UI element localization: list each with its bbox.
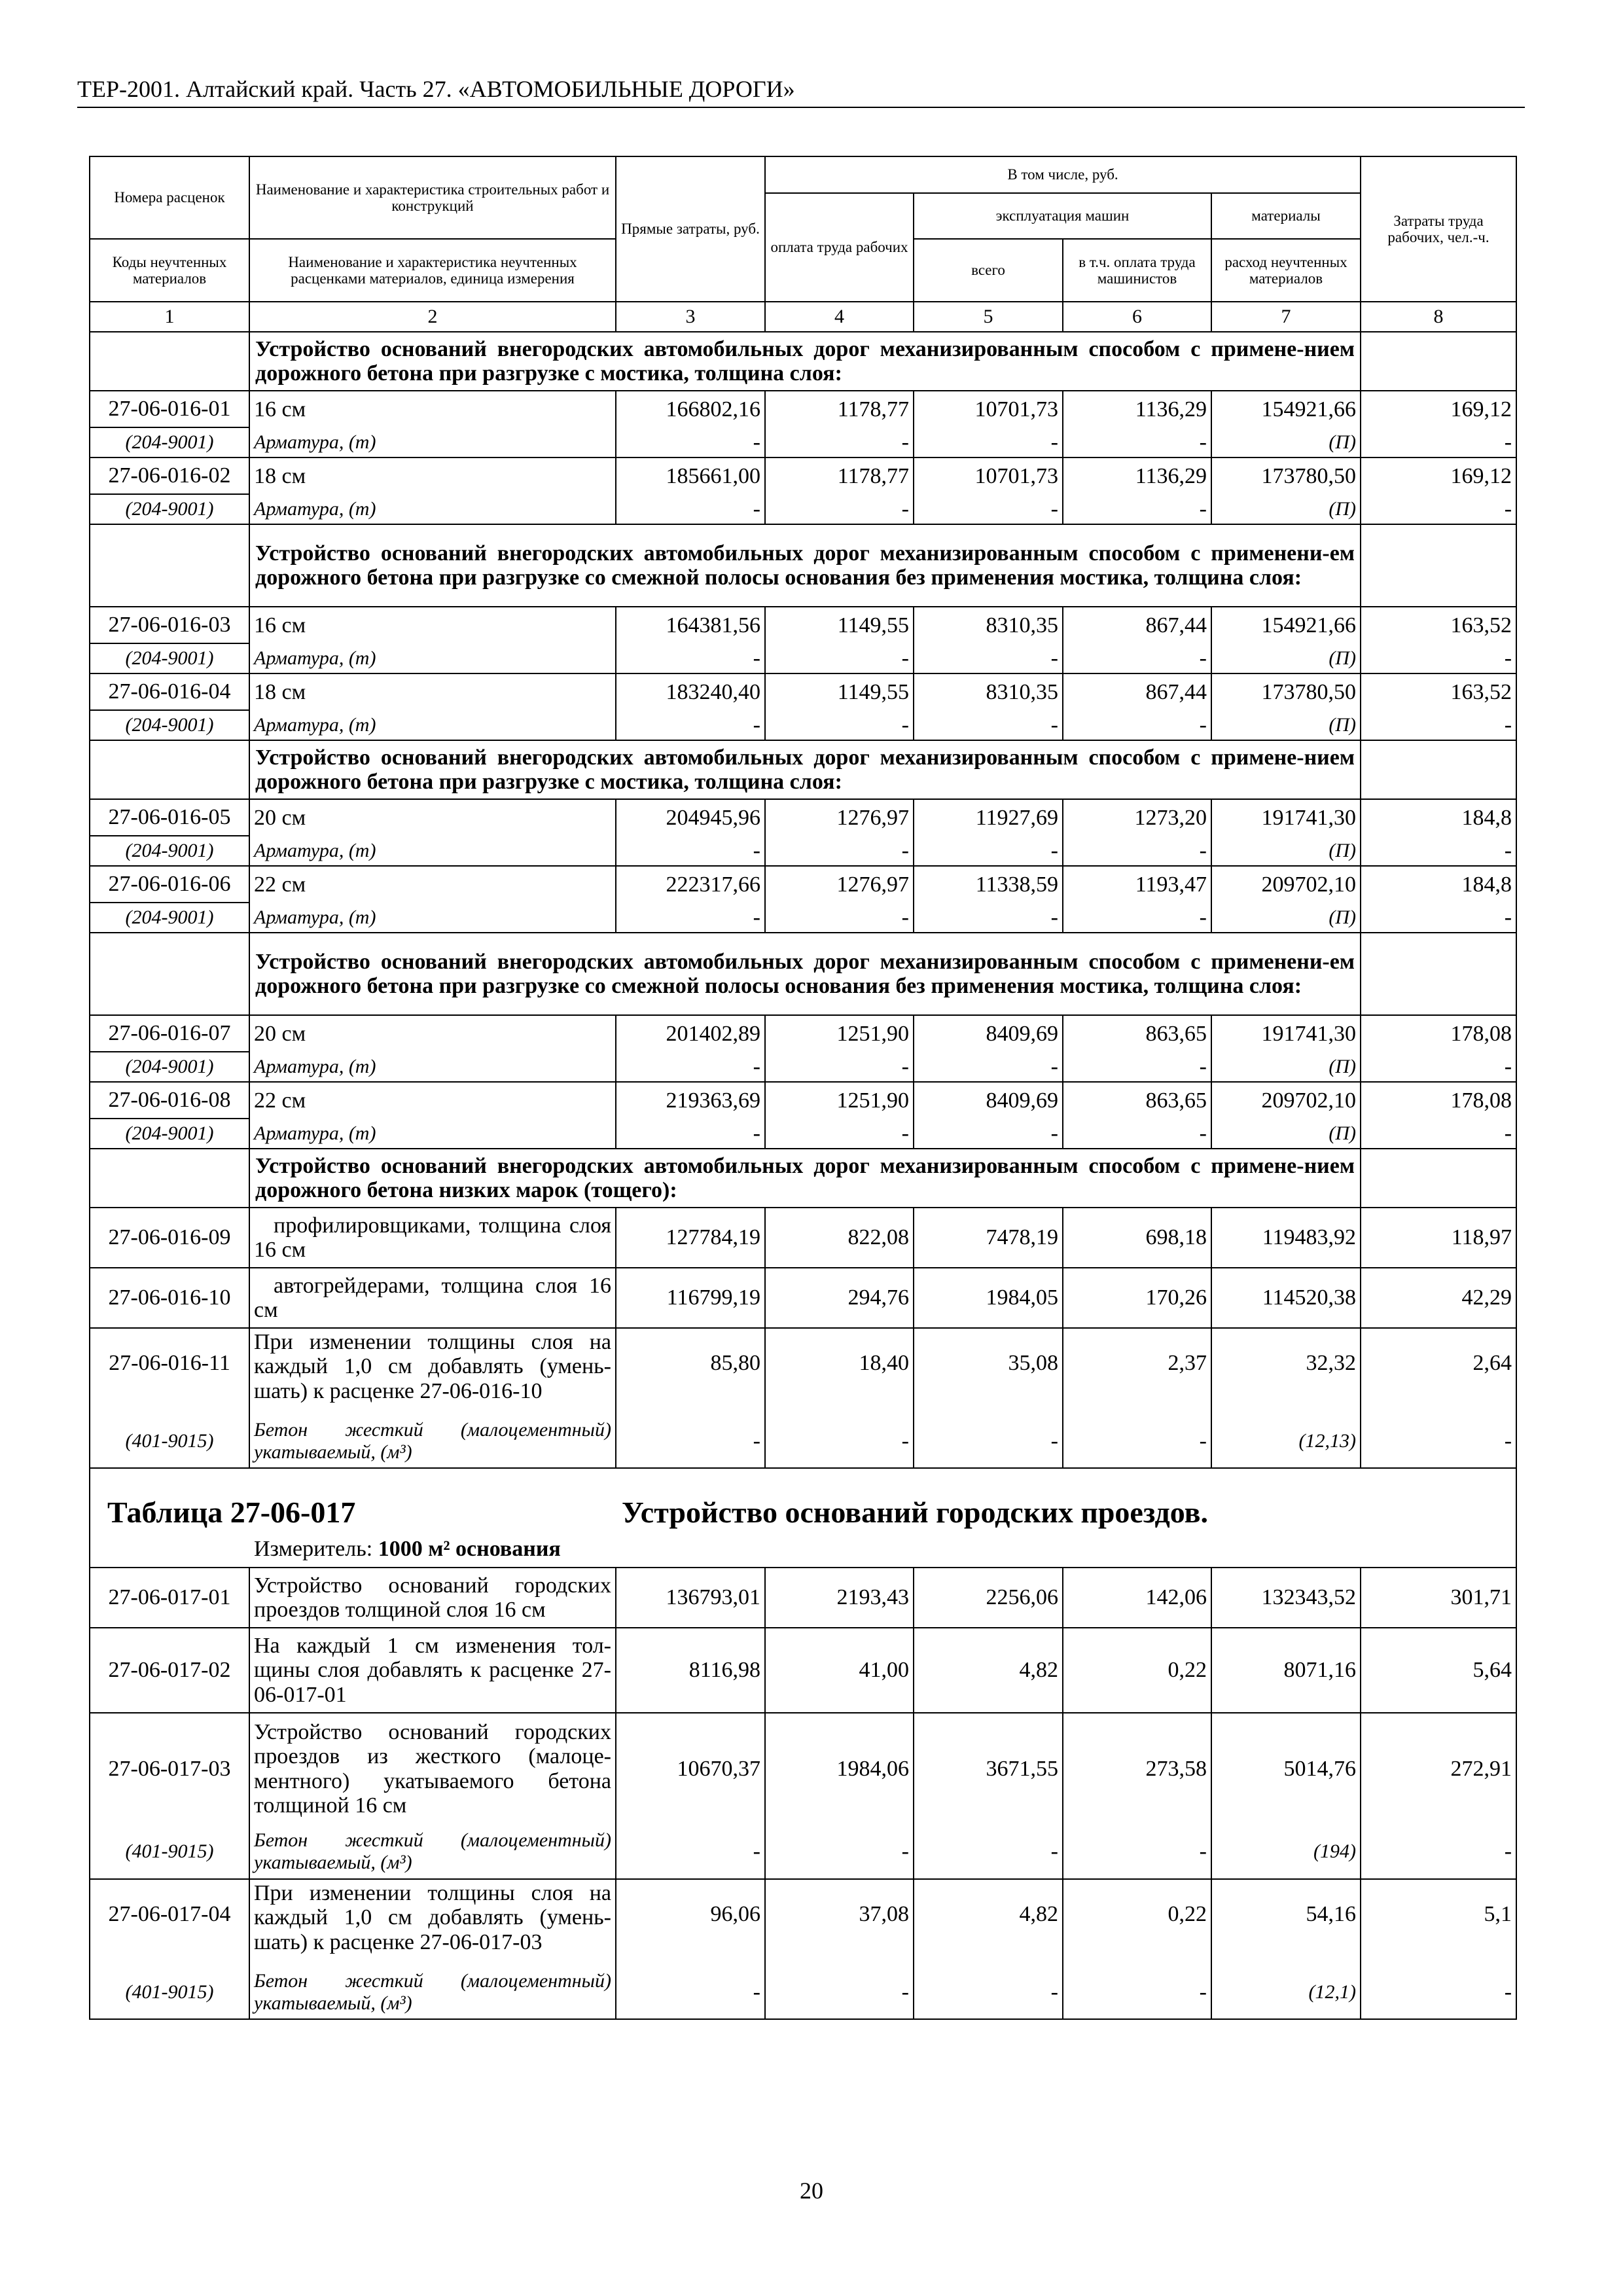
rate-name: профилировщиками, толщина слоя 16 см <box>249 1208 616 1268</box>
direct-costs: 201402,89 <box>616 1015 765 1052</box>
col-index: 6 <box>1063 302 1211 332</box>
materials: 154921,66 <box>1211 391 1361 427</box>
col-header-labor-hours: Затраты труда рабочих, чел.-ч. <box>1361 156 1516 302</box>
materials: 154921,66 <box>1211 607 1361 643</box>
direct-costs: 204945,96 <box>616 799 765 836</box>
material-value: - <box>1063 1824 1211 1879</box>
labor-hours: 178,08 <box>1361 1082 1516 1119</box>
section-spacer <box>1361 740 1516 799</box>
table-row <box>90 1082 1516 1119</box>
labor-hours: 5,64 <box>1361 1628 1516 1713</box>
material-value: - <box>765 494 914 524</box>
material-row <box>90 1414 1516 1468</box>
section-spacer <box>90 1149 249 1208</box>
section-title: Устройство оснований внегородских автомобильных дорог механизированным способом с применени-ем дорожного бетона при разгрузке со смежной полосы основания без применения мостика, толщина слоя: <box>249 524 1361 607</box>
operator-pay: 1136,29 <box>1063 457 1211 494</box>
machines-total: 35,08 <box>914 1328 1063 1414</box>
materials: 5014,76 <box>1211 1713 1361 1824</box>
labor-hours: 184,8 <box>1361 866 1516 903</box>
section-spacer <box>90 933 249 1015</box>
worker-pay: 1276,97 <box>765 866 914 903</box>
materials: 191741,30 <box>1211 799 1361 836</box>
rate-code: 27-06-016-06 <box>90 866 249 903</box>
machines-total: 8409,69 <box>914 1082 1063 1119</box>
worker-pay: 1251,90 <box>765 1082 914 1119</box>
materials: 54,16 <box>1211 1879 1361 1965</box>
direct-costs: 8116,98 <box>616 1628 765 1713</box>
material-row <box>90 710 1516 740</box>
material-value: - <box>1063 1119 1211 1149</box>
operator-pay: 170,26 <box>1063 1268 1211 1328</box>
material-value: - <box>616 643 765 673</box>
material-value: - <box>616 710 765 740</box>
worker-pay: 1178,77 <box>765 391 914 427</box>
labor-hours: 2,64 <box>1361 1328 1516 1414</box>
material-value: - <box>914 1824 1063 1879</box>
rate-name: 16 см <box>249 391 616 427</box>
material-value: (П) <box>1211 1052 1361 1082</box>
worker-pay: 1178,77 <box>765 457 914 494</box>
direct-costs: 85,80 <box>616 1328 765 1414</box>
operator-pay: 1273,20 <box>1063 799 1211 836</box>
rate-code: 27-06-016-04 <box>90 673 249 710</box>
material-value: - <box>616 1824 765 1879</box>
material-code: (204-9001) <box>90 1119 249 1149</box>
materials: 132343,52 <box>1211 1568 1361 1628</box>
material-row <box>90 643 1516 673</box>
material-value: - <box>1063 836 1211 866</box>
material-value: - <box>616 1965 765 2019</box>
rate-code: 27-06-016-01 <box>90 391 249 427</box>
section-spacer <box>1361 524 1516 607</box>
material-value: - <box>1361 1052 1516 1082</box>
material-value: - <box>1361 427 1516 457</box>
col-header-including: В том числе, руб. <box>765 156 1361 193</box>
material-code: (204-9001) <box>90 903 249 933</box>
labor-hours: 42,29 <box>1361 1268 1516 1328</box>
material-value: - <box>616 836 765 866</box>
rate-code: 27-06-016-08 <box>90 1082 249 1119</box>
material-value: - <box>765 1052 914 1082</box>
material-value: (П) <box>1211 836 1361 866</box>
table-number: Таблица 27-06-017 <box>107 1496 356 1529</box>
direct-costs: 10670,37 <box>616 1713 765 1824</box>
material-value: (П) <box>1211 1119 1361 1149</box>
labor-hours: 5,1 <box>1361 1879 1516 1965</box>
material-value: - <box>1361 494 1516 524</box>
col-header-work-name: Наименование и характеристика строительных работ и конструкций <box>249 156 616 239</box>
material-value: - <box>914 494 1063 524</box>
material-value: (194) <box>1211 1824 1361 1879</box>
page-number: 20 <box>800 2178 823 2204</box>
rate-name: При изменении толщины слоя на каждый 1,0 см добавлять (умень-шать) к расценке 27-06-017-03 <box>249 1879 616 1965</box>
rate-code: 27-06-016-07 <box>90 1015 249 1052</box>
rate-name: 18 см <box>249 457 616 494</box>
rate-name: На каждый 1 см изменения тол-щины слоя добавлять к расценке 27-06-017-01 <box>249 1628 616 1713</box>
table-row <box>90 1268 1516 1328</box>
worker-pay: 18,40 <box>765 1328 914 1414</box>
materials: 119483,92 <box>1211 1208 1361 1268</box>
material-value: (П) <box>1211 427 1361 457</box>
machines-total: 11338,59 <box>914 866 1063 903</box>
material-name: Арматура, (т) <box>249 710 616 740</box>
section-spacer <box>90 740 249 799</box>
col-header-rate-number: Номера расценок <box>90 156 249 239</box>
unit-line <box>254 1537 561 1562</box>
material-code: (401-9015) <box>90 1824 249 1879</box>
labor-hours: 169,12 <box>1361 391 1516 427</box>
rate-name: 22 см <box>249 1082 616 1119</box>
direct-costs: 185661,00 <box>616 457 765 494</box>
operator-pay: 273,58 <box>1063 1713 1211 1824</box>
machines-total: 11927,69 <box>914 799 1063 836</box>
material-row <box>90 1119 1516 1149</box>
operator-pay: 863,65 <box>1063 1015 1211 1052</box>
section-title: Устройство оснований внегородских автомобильных дорог механизированным способом с применени-ем дорожного бетона при разгрузке со смежной полосы основания без применения мостика, толщина слоя: <box>249 933 1361 1015</box>
material-value: - <box>914 643 1063 673</box>
col-index: 5 <box>914 302 1063 332</box>
table-row <box>90 1628 1516 1713</box>
operator-pay: 0,22 <box>1063 1879 1211 1965</box>
rate-name: 16 см <box>249 607 616 643</box>
material-value: - <box>765 1414 914 1468</box>
material-value: - <box>1063 1414 1211 1468</box>
material-code: (401-9015) <box>90 1414 249 1468</box>
operator-pay: 1193,47 <box>1063 866 1211 903</box>
worker-pay: 2193,43 <box>765 1568 914 1628</box>
materials: 209702,10 <box>1211 1082 1361 1119</box>
materials: 209702,10 <box>1211 866 1361 903</box>
section-title: Устройство оснований внегородских автомобильных дорог механизированным способом с примене-нием дорожного бетона при разгрузке с мостика, толщина слоя: <box>249 740 1361 799</box>
material-value: - <box>1063 1965 1211 2019</box>
price-table <box>89 156 1517 2020</box>
col-header-machines-total: всего <box>914 239 1063 302</box>
col-header-direct-costs: Прямые затраты, руб. <box>616 156 765 302</box>
worker-pay: 822,08 <box>765 1208 914 1268</box>
direct-costs: 116799,19 <box>616 1268 765 1328</box>
section-spacer <box>1361 332 1516 391</box>
material-value: - <box>616 494 765 524</box>
operator-pay: 863,65 <box>1063 1082 1211 1119</box>
section-spacer <box>1361 1149 1516 1208</box>
operator-pay: 0,22 <box>1063 1628 1211 1713</box>
labor-hours: 184,8 <box>1361 799 1516 836</box>
col-header-worker-pay: оплата труда рабочих <box>765 193 914 302</box>
worker-pay: 1276,97 <box>765 799 914 836</box>
material-row <box>90 1052 1516 1082</box>
col-index: 8 <box>1361 302 1516 332</box>
machines-total: 8310,35 <box>914 607 1063 643</box>
material-name: Бетон жесткий (малоцементный) укатываемый, (м³) <box>249 1414 616 1468</box>
unit-value: 1000 м² основания <box>378 1537 561 1561</box>
col-header-materials: материалы <box>1211 193 1361 239</box>
col-header-machines: эксплуатация машин <box>914 193 1211 239</box>
material-name: Арматура, (т) <box>249 1052 616 1082</box>
material-value: - <box>1361 710 1516 740</box>
material-value: - <box>914 710 1063 740</box>
materials: 173780,50 <box>1211 673 1361 710</box>
col-header-material-consumption: расход неучтенных материалов <box>1211 239 1361 302</box>
table-name: Устройство оснований городских проездов. <box>622 1496 1208 1529</box>
section-title: Устройство оснований внегородских автомобильных дорог механизированным способом с примене-нием дорожного бетона при разгрузке с мостика, толщина слоя: <box>249 332 1361 391</box>
rate-code: 27-06-017-02 <box>90 1628 249 1713</box>
material-value: - <box>1361 1824 1516 1879</box>
material-value: - <box>914 1414 1063 1468</box>
material-value: - <box>616 1119 765 1149</box>
material-name: Бетон жесткий (малоцементный) укатываемый, (м³) <box>249 1965 616 2019</box>
rate-code: 27-06-016-05 <box>90 799 249 836</box>
table-row <box>90 607 1516 643</box>
material-code: (204-9001) <box>90 643 249 673</box>
material-value: - <box>616 1414 765 1468</box>
machines-total: 8409,69 <box>914 1015 1063 1052</box>
rate-code: 27-06-016-09 <box>90 1208 249 1268</box>
material-value: - <box>1361 643 1516 673</box>
material-value: (П) <box>1211 903 1361 933</box>
rate-name: При изменении толщины слоя на каждый 1,0 см добавлять (умень-шать) к расценке 27-06-016-10 <box>249 1328 616 1414</box>
machines-total: 4,82 <box>914 1879 1063 1965</box>
labor-hours: 163,52 <box>1361 673 1516 710</box>
material-value: - <box>1361 903 1516 933</box>
material-value: (П) <box>1211 494 1361 524</box>
labor-hours: 272,91 <box>1361 1713 1516 1824</box>
rate-code: 27-06-017-01 <box>90 1568 249 1628</box>
direct-costs: 183240,40 <box>616 673 765 710</box>
material-row <box>90 494 1516 524</box>
worker-pay: 41,00 <box>765 1628 914 1713</box>
material-code: (204-9001) <box>90 710 249 740</box>
material-row <box>90 836 1516 866</box>
material-value: - <box>1063 494 1211 524</box>
material-value: - <box>1063 903 1211 933</box>
material-value: - <box>765 710 914 740</box>
material-row <box>90 1824 1516 1879</box>
material-value: - <box>914 1119 1063 1149</box>
material-name: Арматура, (т) <box>249 903 616 933</box>
table-row <box>90 457 1516 494</box>
material-value: (12,1) <box>1211 1965 1361 2019</box>
col-header-material-names: Наименование и характеристика неучтенных расценками материалов, единица измерения <box>249 239 616 302</box>
material-value: - <box>1361 1965 1516 2019</box>
rate-name: 18 см <box>249 673 616 710</box>
operator-pay: 698,18 <box>1063 1208 1211 1268</box>
rate-name: Устройство оснований городских проездов толщиной слоя 16 см <box>249 1568 616 1628</box>
direct-costs: 96,06 <box>616 1879 765 1965</box>
material-value: - <box>1361 1414 1516 1468</box>
rate-code: 27-06-016-02 <box>90 457 249 494</box>
material-value: - <box>765 427 914 457</box>
labor-hours: 118,97 <box>1361 1208 1516 1268</box>
labor-hours: 301,71 <box>1361 1568 1516 1628</box>
material-value: - <box>1063 643 1211 673</box>
col-index: 2 <box>249 302 616 332</box>
direct-costs: 164381,56 <box>616 607 765 643</box>
col-index: 4 <box>765 302 914 332</box>
operator-pay: 867,44 <box>1063 673 1211 710</box>
material-value: - <box>616 427 765 457</box>
direct-costs: 222317,66 <box>616 866 765 903</box>
operator-pay: 2,37 <box>1063 1328 1211 1414</box>
materials: 173780,50 <box>1211 457 1361 494</box>
material-name: Арматура, (т) <box>249 1119 616 1149</box>
material-value: - <box>765 1119 914 1149</box>
rate-name: 20 см <box>249 1015 616 1052</box>
direct-costs: 127784,19 <box>616 1208 765 1268</box>
material-value: - <box>914 903 1063 933</box>
rate-code: 27-06-016-11 <box>90 1328 249 1414</box>
labor-hours: 163,52 <box>1361 607 1516 643</box>
rate-code: 27-06-016-03 <box>90 607 249 643</box>
material-row <box>90 1965 1516 2019</box>
rate-code: 27-06-017-03 <box>90 1713 249 1824</box>
machines-total: 10701,73 <box>914 391 1063 427</box>
material-value: - <box>765 643 914 673</box>
table-row <box>90 1713 1516 1824</box>
machines-total: 7478,19 <box>914 1208 1063 1268</box>
material-value: (12,13) <box>1211 1414 1361 1468</box>
table-row <box>90 673 1516 710</box>
operator-pay: 1136,29 <box>1063 391 1211 427</box>
material-row <box>90 903 1516 933</box>
material-value: - <box>616 1052 765 1082</box>
material-row <box>90 427 1516 457</box>
rate-name: автогрейдерами, толщина слоя 16 см <box>249 1268 616 1328</box>
table-row <box>90 391 1516 427</box>
worker-pay: 1984,06 <box>765 1713 914 1824</box>
direct-costs: 136793,01 <box>616 1568 765 1628</box>
material-value: - <box>914 1052 1063 1082</box>
machines-total: 1984,05 <box>914 1268 1063 1328</box>
material-value: - <box>1063 1052 1211 1082</box>
materials: 8071,16 <box>1211 1628 1361 1713</box>
worker-pay: 1251,90 <box>765 1015 914 1052</box>
material-value: - <box>1361 836 1516 866</box>
operator-pay: 867,44 <box>1063 607 1211 643</box>
materials: 114520,38 <box>1211 1268 1361 1328</box>
rate-name: 22 см <box>249 866 616 903</box>
direct-costs: 166802,16 <box>616 391 765 427</box>
material-value: - <box>914 1965 1063 2019</box>
worker-pay: 1149,55 <box>765 673 914 710</box>
material-value: - <box>1063 427 1211 457</box>
labor-hours: 178,08 <box>1361 1015 1516 1052</box>
col-header-operator-pay: в т.ч. оплата труда машинистов <box>1063 239 1211 302</box>
table-row <box>90 1879 1516 1965</box>
material-name: Арматура, (т) <box>249 427 616 457</box>
direct-costs: 219363,69 <box>616 1082 765 1119</box>
material-code: (204-9001) <box>90 427 249 457</box>
material-code: (204-9001) <box>90 836 249 866</box>
material-name: Арматура, (т) <box>249 494 616 524</box>
rate-code: 27-06-017-04 <box>90 1879 249 1965</box>
price-table-container <box>89 156 1516 2020</box>
material-value: - <box>914 427 1063 457</box>
worker-pay: 294,76 <box>765 1268 914 1328</box>
material-name: Арматура, (т) <box>249 643 616 673</box>
table-row <box>90 1015 1516 1052</box>
materials: 32,32 <box>1211 1328 1361 1414</box>
table-row <box>90 866 1516 903</box>
col-index: 7 <box>1211 302 1361 332</box>
machines-total: 3671,55 <box>914 1713 1063 1824</box>
col-index: 3 <box>616 302 765 332</box>
material-value: - <box>765 1965 914 2019</box>
labor-hours: 169,12 <box>1361 457 1516 494</box>
material-code: (204-9001) <box>90 494 249 524</box>
worker-pay: 1149,55 <box>765 607 914 643</box>
col-header-material-codes: Коды неучтенных материалов <box>90 239 249 302</box>
machines-total: 4,82 <box>914 1628 1063 1713</box>
material-value: - <box>1063 710 1211 740</box>
rate-name: Устройство оснований городских проездов из жесткого (малоце-ментного) укатываемого бетона толщиной 16 см <box>249 1713 616 1824</box>
material-name: Арматура, (т) <box>249 836 616 866</box>
worker-pay: 37,08 <box>765 1879 914 1965</box>
machines-total: 8310,35 <box>914 673 1063 710</box>
material-value: (П) <box>1211 710 1361 740</box>
machines-total: 2256,06 <box>914 1568 1063 1628</box>
material-value: (П) <box>1211 643 1361 673</box>
materials: 191741,30 <box>1211 1015 1361 1052</box>
rate-code: 27-06-016-10 <box>90 1268 249 1328</box>
col-index: 1 <box>90 302 249 332</box>
unit-label: Измеритель: <box>254 1537 373 1561</box>
page-header: ТЕР-2001. Алтайский край. Часть 27. «АВТОМОБИЛЬНЫЕ ДОРОГИ» <box>77 75 1525 108</box>
material-value: - <box>1361 1119 1516 1149</box>
material-code: (204-9001) <box>90 1052 249 1082</box>
material-value: - <box>765 1824 914 1879</box>
section-spacer <box>90 524 249 607</box>
machines-total: 10701,73 <box>914 457 1063 494</box>
material-value: - <box>616 903 765 933</box>
material-value: - <box>765 836 914 866</box>
section-spacer <box>1361 933 1516 1015</box>
table-row <box>90 1568 1516 1628</box>
rate-name: 20 см <box>249 799 616 836</box>
operator-pay: 142,06 <box>1063 1568 1211 1628</box>
material-code: (401-9015) <box>90 1965 249 2019</box>
material-value: - <box>765 903 914 933</box>
section-title: Устройство оснований внегородских автомобильных дорог механизированным способом с примене-нием дорожного бетона низких марок (тощего): <box>249 1149 1361 1208</box>
material-name: Бетон жесткий (малоцементный) укатываемый, (м³) <box>249 1824 616 1879</box>
material-value: - <box>914 836 1063 866</box>
table-title-block <box>90 1468 1516 1568</box>
table-row <box>90 799 1516 836</box>
section-spacer <box>90 332 249 391</box>
table-row <box>90 1328 1516 1414</box>
table-row <box>90 1208 1516 1268</box>
